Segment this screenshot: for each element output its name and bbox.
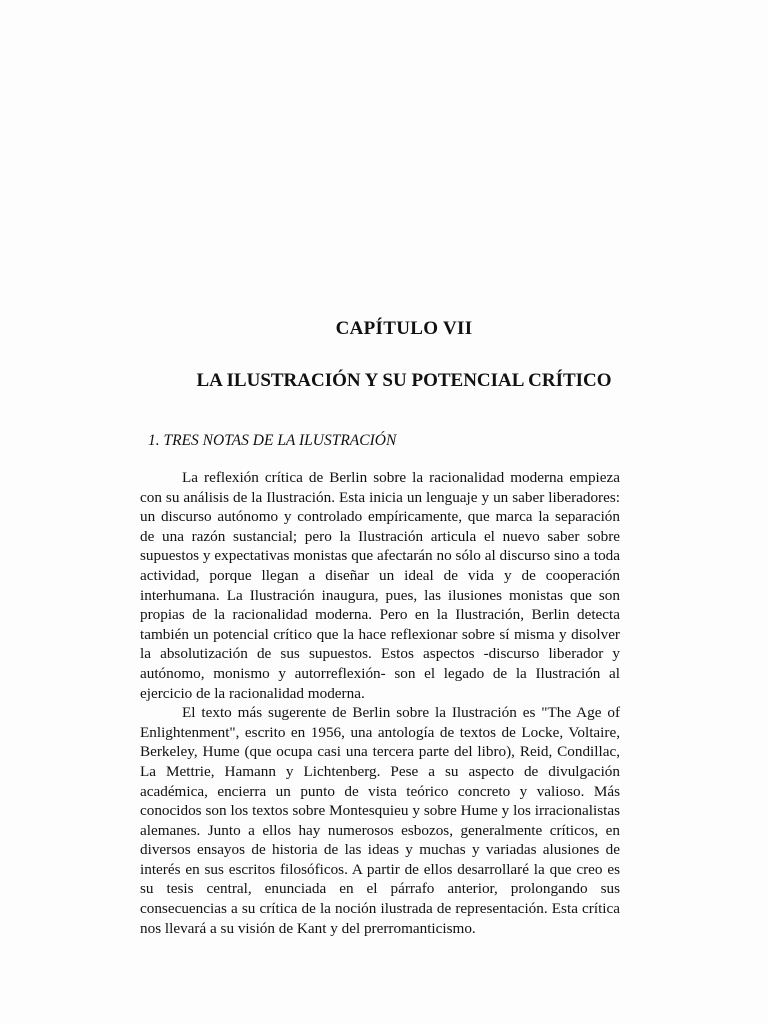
body-text <box>140 468 620 938</box>
chapter-title: LA ILUSTRACIÓN Y SU POTENCIAL CRÍTICO <box>196 370 612 391</box>
chapter-number: CAPÍTULO VII <box>335 318 473 339</box>
section-heading: 1. TRES NOTAS DE LA ILUSTRACIÓN <box>148 432 397 449</box>
paragraph: La reflexión crítica de Berlin sobre la racionalidad moderna empieza con su análisis de la Ilustración. Esta inicia un lenguaje y un saber liberadores: un discurso autónomo y controlado empíricamente, que marca la separación de una razón sustancial; pero la Ilustración articula el nuevo saber sobre supuestos y expectativas monistas que afectarán no sólo al discurso sino a toda actividad, porque llegan a diseñar un ideal de vida y de cooperación interhumana. La Ilustración inaugura, pues, las ilusiones monistas que son propias de la racionalidad moderna. Pero en la Ilustración, Berlin detecta también un potencial crítico que la hace reflexionar sobre sí misma y disolver la absolutización de sus supuestos. Estos aspectos -discurso liberador y autónomo, monismo y autorreflexión- son el legado de la Ilustración al ejercicio de la racionalidad moderna. <box>140 469 620 702</box>
paragraph: El texto más sugerente de Berlin sobre la Ilustración es "The Age of Enlightenment", escrito en 1956, una antología de textos de Locke, Voltaire, Berkeley, Hume (que ocupa casi una tercera parte del libro), Reid, Condillac, La Mettrie, Hamann y Lichtenberg. Pese a su aspecto de divulgación académica, encierra un punto de vista teórico concreto y valioso. Más conocidos son los textos sobre Montesquieu y sobre Hume y los irracionalistas alemanes. Junto a ellos hay numerosos esbozos, generalmente críticos, en diversos ensayos de historia de las ideas y muchas y variadas alusiones de interés en sus escritos filosóficos. A partir de ellos desarrollaré la que creo es su tesis central, enunciada en el párrafo anterior, prolongando sus consecuencias a su crítica de la noción ilustrada de representación. Esta crítica nos llevará a su visión de Kant y del prerromanticismo. <box>140 704 620 937</box>
